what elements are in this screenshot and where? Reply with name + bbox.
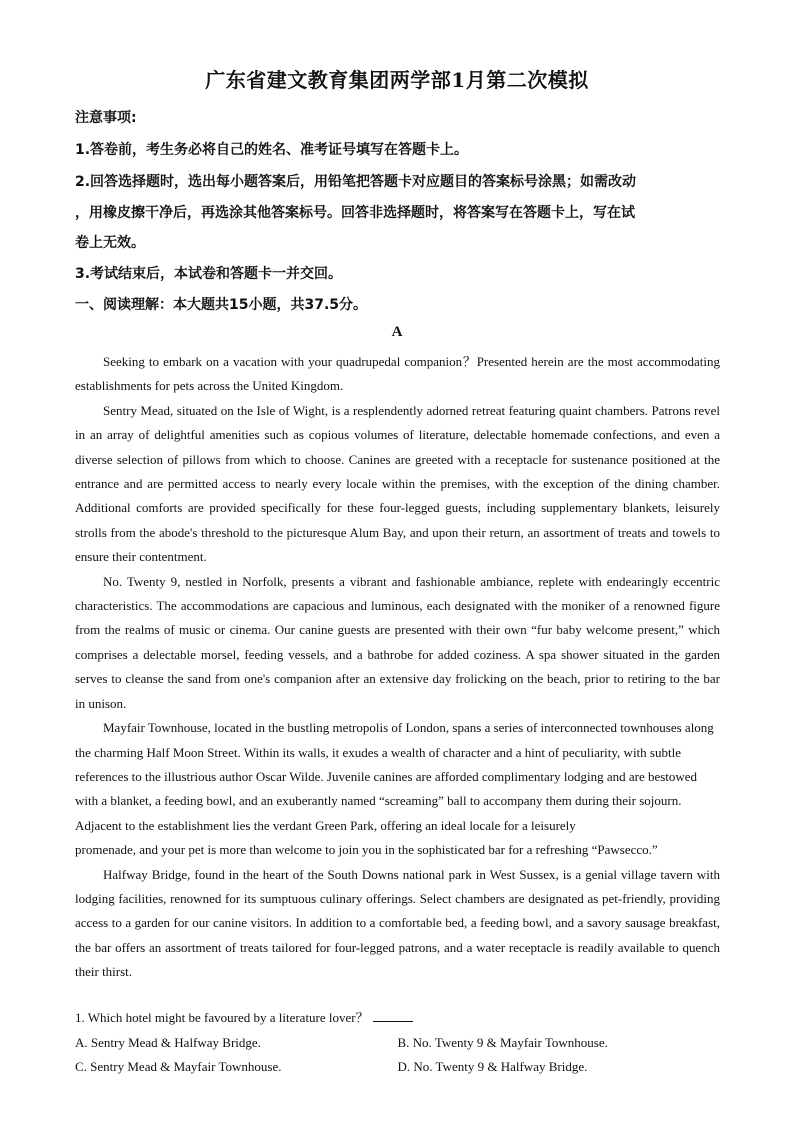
notice-item-2-line-3: 卷上无效。: [75, 235, 145, 251]
passage-paragraph-intro: Seeking to embark on a vacation with your quadrupedal companion？Presented herein are the most accommodating establishments for pets across the United Kingdom.: [75, 354, 720, 394]
reading-passage: [75, 350, 720, 985]
option-b[interactable]: B. No. Twenty 9 & Mayfair Townhouse.: [397, 1035, 608, 1050]
passage-paragraph-mayfair-continued: promenade, and your pet is more than welcome to join you in the sophisticated bar for a refreshing “Pawsecco.”: [75, 842, 658, 858]
question-1-stem: 1. Which hotel might be favoured by a literature lover？: [75, 1010, 369, 1025]
option-d[interactable]: D. No. Twenty 9 & Halfway Bridge.: [397, 1059, 588, 1075]
passage-paragraph-halfway-bridge: Halfway Bridge, found in the heart of the South Downs national park in West Sussex, is a genial village tavern with lodging facilities, renowned for its sumptuous culinary offerings. Select chambers are designated as pet-friendly, providing access to a garden for our canine visitors. In addition to a comfortable bed, a feeding bowl, and a savory sausage breakfast, the bar offers an assortment of treats tailored for four-legged patrons, and a water receptacle is readily available to quench their thirst.: [75, 866, 720, 980]
passage-label: A: [391, 324, 403, 340]
page-title: 广东省建文教育集团两学部1月第二次模拟: [205, 68, 589, 92]
option-a[interactable]: A. Sentry Mead & Halfway Bridge.: [75, 1035, 261, 1050]
passage-paragraph-sentry-mead: Sentry Mead, situated on the Isle of Wight, is a resplendently adorned retreat featuring quaint chambers. Patrons revel in an array of delightful amenities such as copious volumes of literature, delectable homemade confections, and even a diverse selection of pillows from which to choose. Canines are greeted with a receptacle for sustenance positioned at the entrance and are permitted access to nearly every locale within the premises, with the exception of the dining chamber. Additional comforts are provided specifically for these four-legged guests, including supplementary blankets, leisurely strolls from the abode's threshold to the picturesque Alum Bay, and upon their return, an assortment of treats and towels to ensure their contentment.: [75, 402, 720, 565]
passage-paragraph-no-twenty-9: No. Twenty 9, nestled in Norfolk, presents a vibrant and fashionable ambiance, replete with endearingly eccentric characteristics. The accommodations are capacious and luminous, each designated with the moniker of a renowned figure from the realms of music or cinema. Our canine guests are presented with their own “fur baby welcome present,” which comprises a delectable morsel, feeding vessels, and a bathrobe for added coziness. A spa shower situated in the garden serves to cleanse the sand from one's companion after an extensive day frolicking on the beach, prior to retiring to the bar in unison.: [75, 573, 720, 711]
notice-item-1: 1.答卷前，考生务必将自己的姓名、准考证号填写在答题卡上。: [75, 142, 469, 158]
notice-item-2-line-1: 2.回答选择题时，选出每小题答案后，用铅笔把答题卡对应题目的答案标号涂黑；如需改动: [75, 174, 637, 190]
passage-paragraph-mayfair-townhouse: Mayfair Townhouse, located in the bustling metropolis of London, spans a series of interconnected townhouses along the charming Half Moon Street. Within its walls, it exudes a wealth of character and a hint of peculiarity, with subtle references to the illustrious author Oscar Wilde. Juvenile canines are afforded complimentary lodging and are bestowed with a blanket, a feeding bowl, and an exuberantly named “screaming” ball to accompany them during their sojourn. Adjacent to the establishment lies the verdant Green Park, offering an ideal locale for a leisurely: [75, 720, 714, 833]
answer-blank: [373, 1009, 413, 1022]
notice-item-2-line-2: ，用橡皮擦干净后，再选涂其他答案标号。回答非选择题时，将答案写在答题卡上，写在试: [75, 205, 635, 221]
notice-item-3: 3.考试结束后，本试卷和答题卡一并交回。: [75, 266, 343, 282]
notice-heading: 注意事项:: [75, 110, 137, 126]
question-1: [75, 1006, 720, 1030]
question-1-options: [75, 1031, 720, 1080]
section-heading: 一、阅读理解：本大题共15小题，共37.5分。: [75, 297, 368, 313]
option-c[interactable]: C. Sentry Mead & Mayfair Townhouse.: [75, 1059, 282, 1075]
